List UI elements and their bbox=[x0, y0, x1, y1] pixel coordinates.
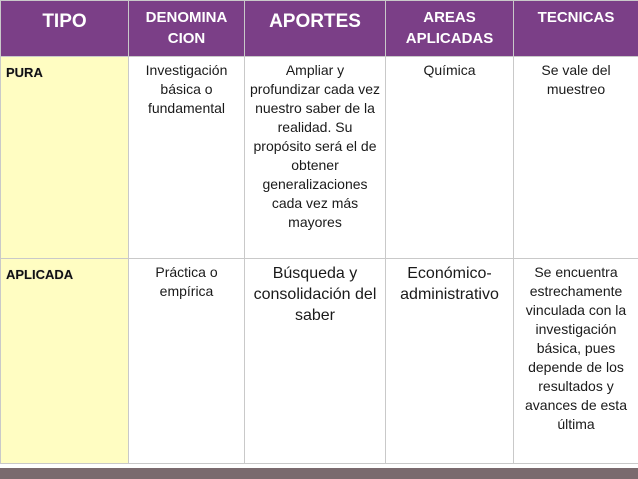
header-denominacion: DENOMINA CION bbox=[129, 1, 245, 57]
header-tecnicas: TECNICAS bbox=[514, 1, 638, 57]
header-tipo: TIPO bbox=[1, 1, 129, 57]
table-row bbox=[1, 57, 638, 259]
cell-tecnicas: Se encuentra estrechamente vinculada con la investigación básica, pues depende de los resultados y avances de esta última bbox=[514, 259, 638, 464]
header-aportes: APORTES bbox=[245, 1, 386, 57]
cell-tipo: PURA bbox=[1, 57, 129, 259]
cell-areas: Económico-administrativo bbox=[386, 259, 514, 464]
cell-denominacion: Práctica o empírica bbox=[129, 259, 245, 464]
cell-aportes: Ampliar y profundizar cada vez nuestro saber de la realidad. Su propósito será el de obtener generalizaciones cada vez más mayores bbox=[245, 57, 386, 259]
cell-areas: Química bbox=[386, 57, 514, 259]
table-header-row bbox=[1, 1, 638, 57]
cell-denominacion: Investigación básica o fundamental bbox=[129, 57, 245, 259]
table-row bbox=[1, 259, 638, 464]
cell-tecnicas: Se vale del muestreo bbox=[514, 57, 638, 259]
header-areas: AREAS APLICADAS bbox=[386, 1, 514, 57]
cell-aportes: Búsqueda y consolidación del saber bbox=[245, 259, 386, 464]
bottom-bar bbox=[0, 468, 638, 479]
cell-tipo: APLICADA bbox=[1, 259, 129, 464]
